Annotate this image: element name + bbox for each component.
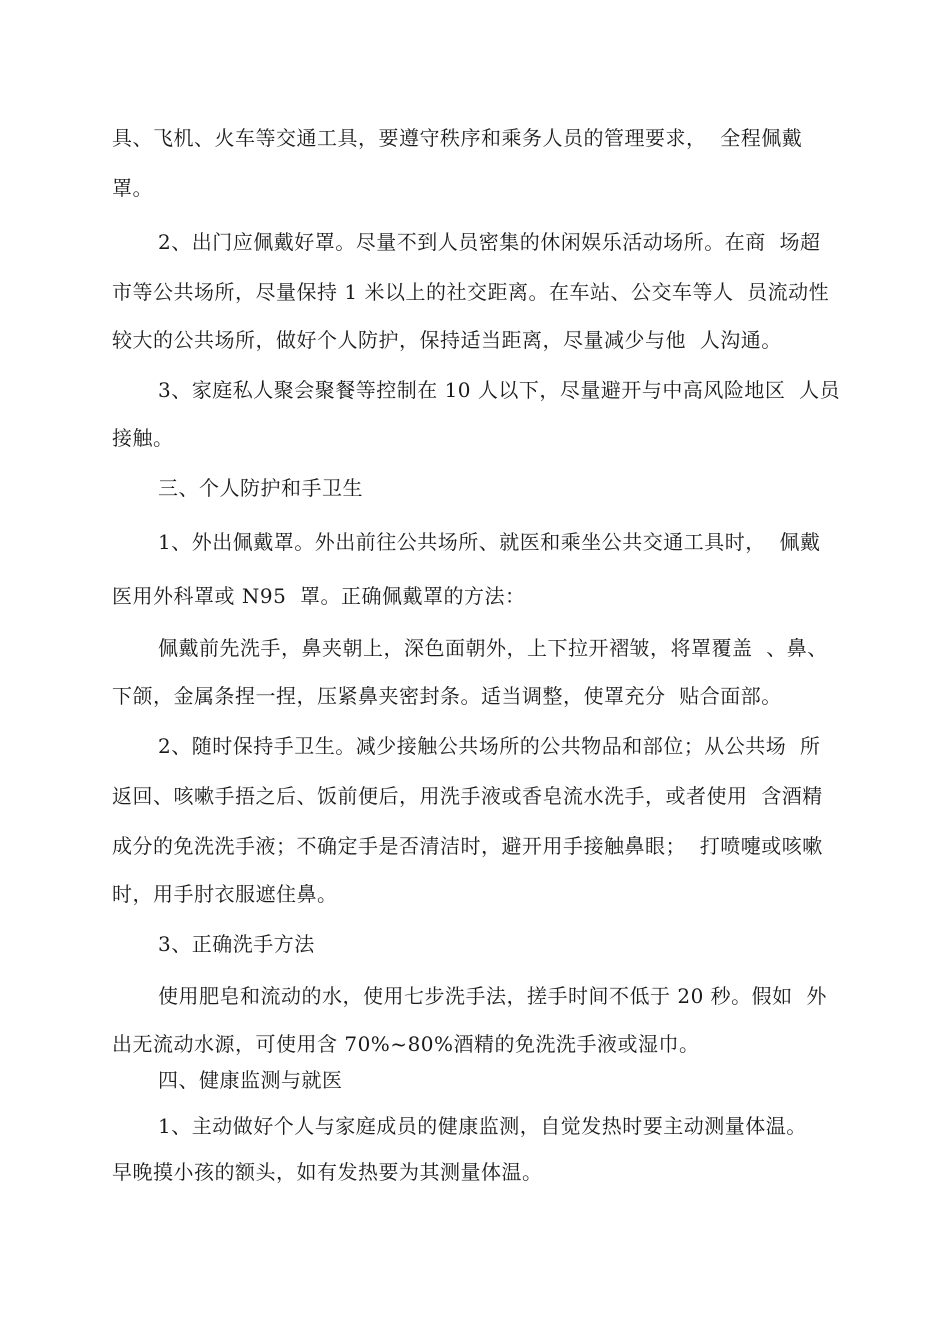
text-line: 早晚摸小孩的额头，如有发热要为其测量体温。 xyxy=(112,1160,543,1184)
text-line: 3、家庭私人聚会聚餐等控制在 10 人以下，尽量避开与中高风险地区 人员 xyxy=(158,378,841,402)
text-line: 下颌，金属条捏一捏，压紧鼻夹密封条。适当调整，使罩充分 贴合面部。 xyxy=(112,684,782,708)
text-line: 罩。 xyxy=(112,176,153,200)
text-line: 返回、咳嗽手捂之后、饭前便后，用洗手液或香皂流水洗手，或者使用 含酒精 xyxy=(112,784,823,808)
text-line: 市等公共场所，尽量保持 1 米以上的社交距离。在车站、公交车等人 员流动性 xyxy=(112,280,830,304)
text-line: 1、外出佩戴罩。外出前往公共场所、就医和乘坐公共交通工具时， 佩戴 xyxy=(158,530,821,554)
text-line: 医用外科罩或 N95 罩。正确佩戴罩的方法： xyxy=(112,584,526,608)
text-line: 较大的公共场所，做好个人防护，保持适当距离，尽量减少与他 人沟通。 xyxy=(112,328,782,352)
text-line: 1、主动做好个人与家庭成员的健康监测，自觉发热时要主动测量体温。 xyxy=(158,1114,807,1138)
text-line: 时，用手肘衣服遮住鼻。 xyxy=(112,882,338,906)
text-line: 佩戴前先洗手，鼻夹朝上，深色面朝外，上下拉开褶皱，将罩覆盖 、鼻、 xyxy=(158,636,828,660)
section-heading: 四、健康监测与就医 xyxy=(158,1068,343,1092)
text-line: 使用肥皂和流动的水，使用七步洗手法，搓手时间不低于 20 秒。假如 外 xyxy=(158,984,827,1008)
text-line: 3、正确洗手方法 xyxy=(158,932,315,956)
text-line: 成分的免洗洗手液；不确定手是否清洁时，避开用手接触鼻眼； 打喷嚏或咳嗽 xyxy=(112,834,823,858)
text-line: 2、随时保持手卫生。减少接触公共场所的公共物品和部位；从公共场 所 xyxy=(158,734,821,758)
section-heading: 三、个人防护和手卫生 xyxy=(158,476,363,500)
text-line: 出无流动水源，可使用含 70%~80%酒精的免洗洗手液或湿巾。 xyxy=(112,1032,700,1056)
text-line: 接触。 xyxy=(112,426,174,450)
text-line: 具、飞机、火车等交通工具，要遵守秩序和乘务人员的管理要求， 全程佩戴 xyxy=(112,126,803,150)
text-line: 2、出门应佩戴好罩。尽量不到人员密集的休闲娱乐活动场所。在商 场超 xyxy=(158,230,821,254)
